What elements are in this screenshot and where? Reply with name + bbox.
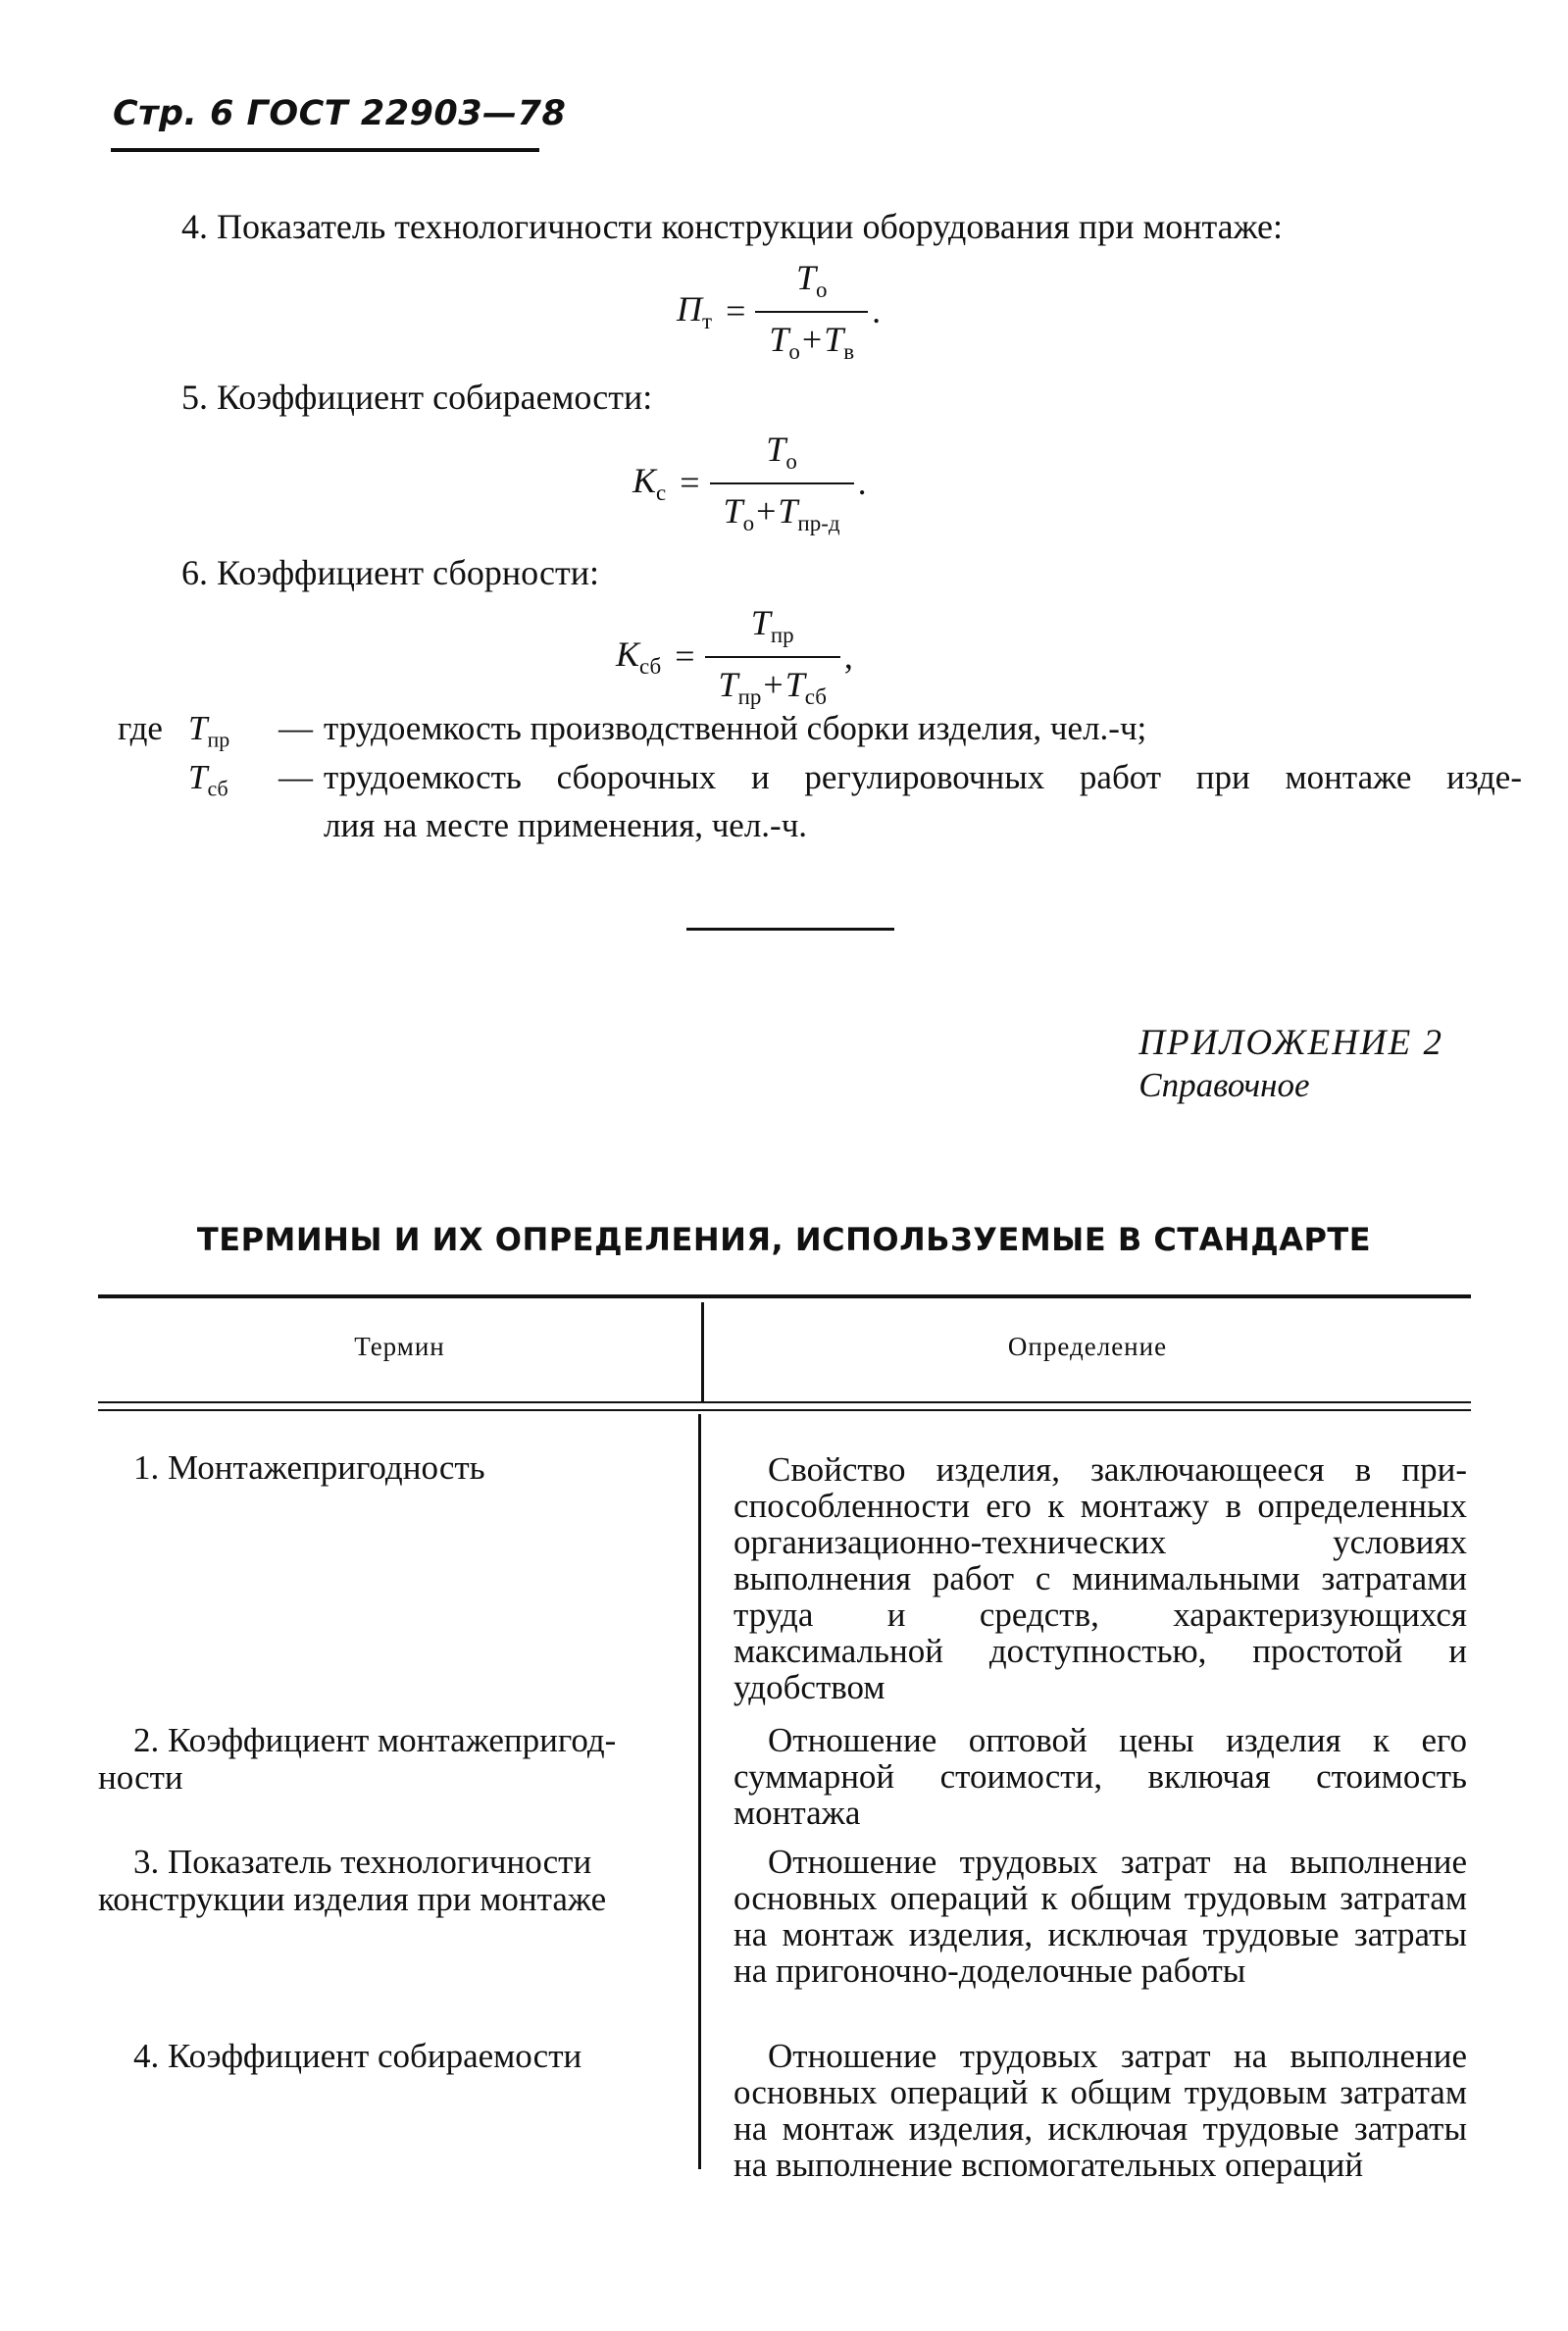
formula-lhs: $K_{сб}$	[616, 633, 662, 679]
denominator: $T_о+T_в$	[769, 320, 855, 365]
formula-punctuation: .	[857, 463, 867, 503]
numerator: $T_{пр}$	[750, 603, 794, 648]
table-row-definition: Отношение оптовой цены изделия к его суммарной стоимости, включая стоимость монтажа	[733, 1721, 1467, 1832]
equals-sign: =	[675, 636, 695, 677]
table-header-rule	[98, 1401, 1471, 1403]
table-row-term: 2. Коэффициент монтажепригод- ности	[98, 1721, 617, 1797]
appendix-subtitle: Справочное	[1138, 1066, 1310, 1104]
table-row-definition: Отношение трудовых затрат на выполнение основных операций к общим трудовым затратам на монтаж изделия, исключая трудовые затраты на выполнение вспомогательных операций	[733, 2037, 1467, 2184]
header-term: Термин	[354, 1332, 445, 1361]
equals-sign: =	[680, 463, 700, 503]
legend-where: где	[118, 709, 163, 747]
formula-ksb	[616, 602, 853, 710]
formula-lhs: $K_с$	[632, 460, 667, 505]
numerator: $T_о$	[795, 258, 828, 303]
fraction	[705, 602, 840, 710]
header-rule	[111, 148, 539, 152]
denominator: $T_{пр}+T_{сб}$	[718, 665, 827, 710]
fraction	[755, 257, 868, 365]
legend-item: где $T_{пр}$ — трудоемкость производственной сборки изделия, чел.-ч;	[118, 710, 1522, 759]
table-row-term: 4. Коэффициент собираемости	[133, 2037, 582, 2075]
section-divider	[686, 928, 894, 931]
formula-pt	[677, 257, 881, 365]
table-top-rule	[98, 1294, 1471, 1298]
legend-symbol: $T_{сб}$	[188, 757, 228, 801]
item-6-text: 6. Коэффициент сборности:	[181, 553, 599, 592]
appendix-heading	[1138, 1022, 1443, 1105]
table-header-rule	[98, 1409, 1471, 1411]
table-row-definition: Отношение трудовых затрат на выполнение основных операций к общим трудовым затратам на монтаж изделия, исключая трудовые затраты на пригоночно-доделочные работы	[733, 1843, 1467, 1990]
table-row-definition: Свойство изделия, заключающееся в приспособленности его к монтажу в определенных организационно-технических условиях выполнения работ с минимальными затратами труда и средств, характеризующихся максимальной доступностью, простотой и удобством	[733, 1450, 1467, 1706]
item-4-text: 4. Показатель технологичности конструкции оборудования при монтаже:	[181, 207, 1284, 246]
formula-kc	[632, 429, 867, 536]
legend-text: трудоемкость производственной сборки изделия, чел.-ч;	[324, 709, 1147, 747]
formula-punctuation: .	[872, 291, 882, 331]
legend-text-continued: лия на месте применения, чел.-ч.	[324, 806, 808, 845]
header-definition: Определение	[1007, 1332, 1168, 1361]
section-title: ТЕРМИНЫ И ИХ ОПРЕДЕЛЕНИЯ, ИСПОЛЬЗУЕМЫЕ В СТАНДАРТЕ	[196, 1221, 1372, 1258]
equals-sign: =	[726, 291, 746, 331]
appendix-title: ПРИЛОЖЕНИЕ 2	[1138, 1023, 1443, 1063]
page-header: Стр. 6 ГОСТ 22903—78	[113, 94, 567, 133]
table-row-term: 3. Показатель технологичности конструкции изделия при монтаже	[98, 1843, 607, 1918]
table-row-term: 1. Монтажепригодность	[133, 1448, 485, 1487]
denominator: $T_о+T_{пр-д}$	[723, 491, 840, 536]
fraction	[710, 429, 854, 536]
item-5-text: 5. Коэффициент собираемости:	[181, 378, 653, 417]
symbol-legend	[118, 710, 1522, 844]
numerator: $T_о$	[766, 430, 797, 475]
legend-item: $T_{сб}$ — трудоемкость сборочных и регулировочных работ при монтаже изде-	[118, 759, 1522, 808]
legend-symbol: $T_{пр}$	[188, 709, 230, 752]
formula-lhs: $П_т$	[677, 288, 713, 333]
legend-text: трудоемкость сборочных и регулировочных работ при монтаже изде-	[324, 757, 1522, 796]
table-column-divider	[698, 1414, 701, 2169]
formula-punctuation: ,	[843, 636, 853, 677]
